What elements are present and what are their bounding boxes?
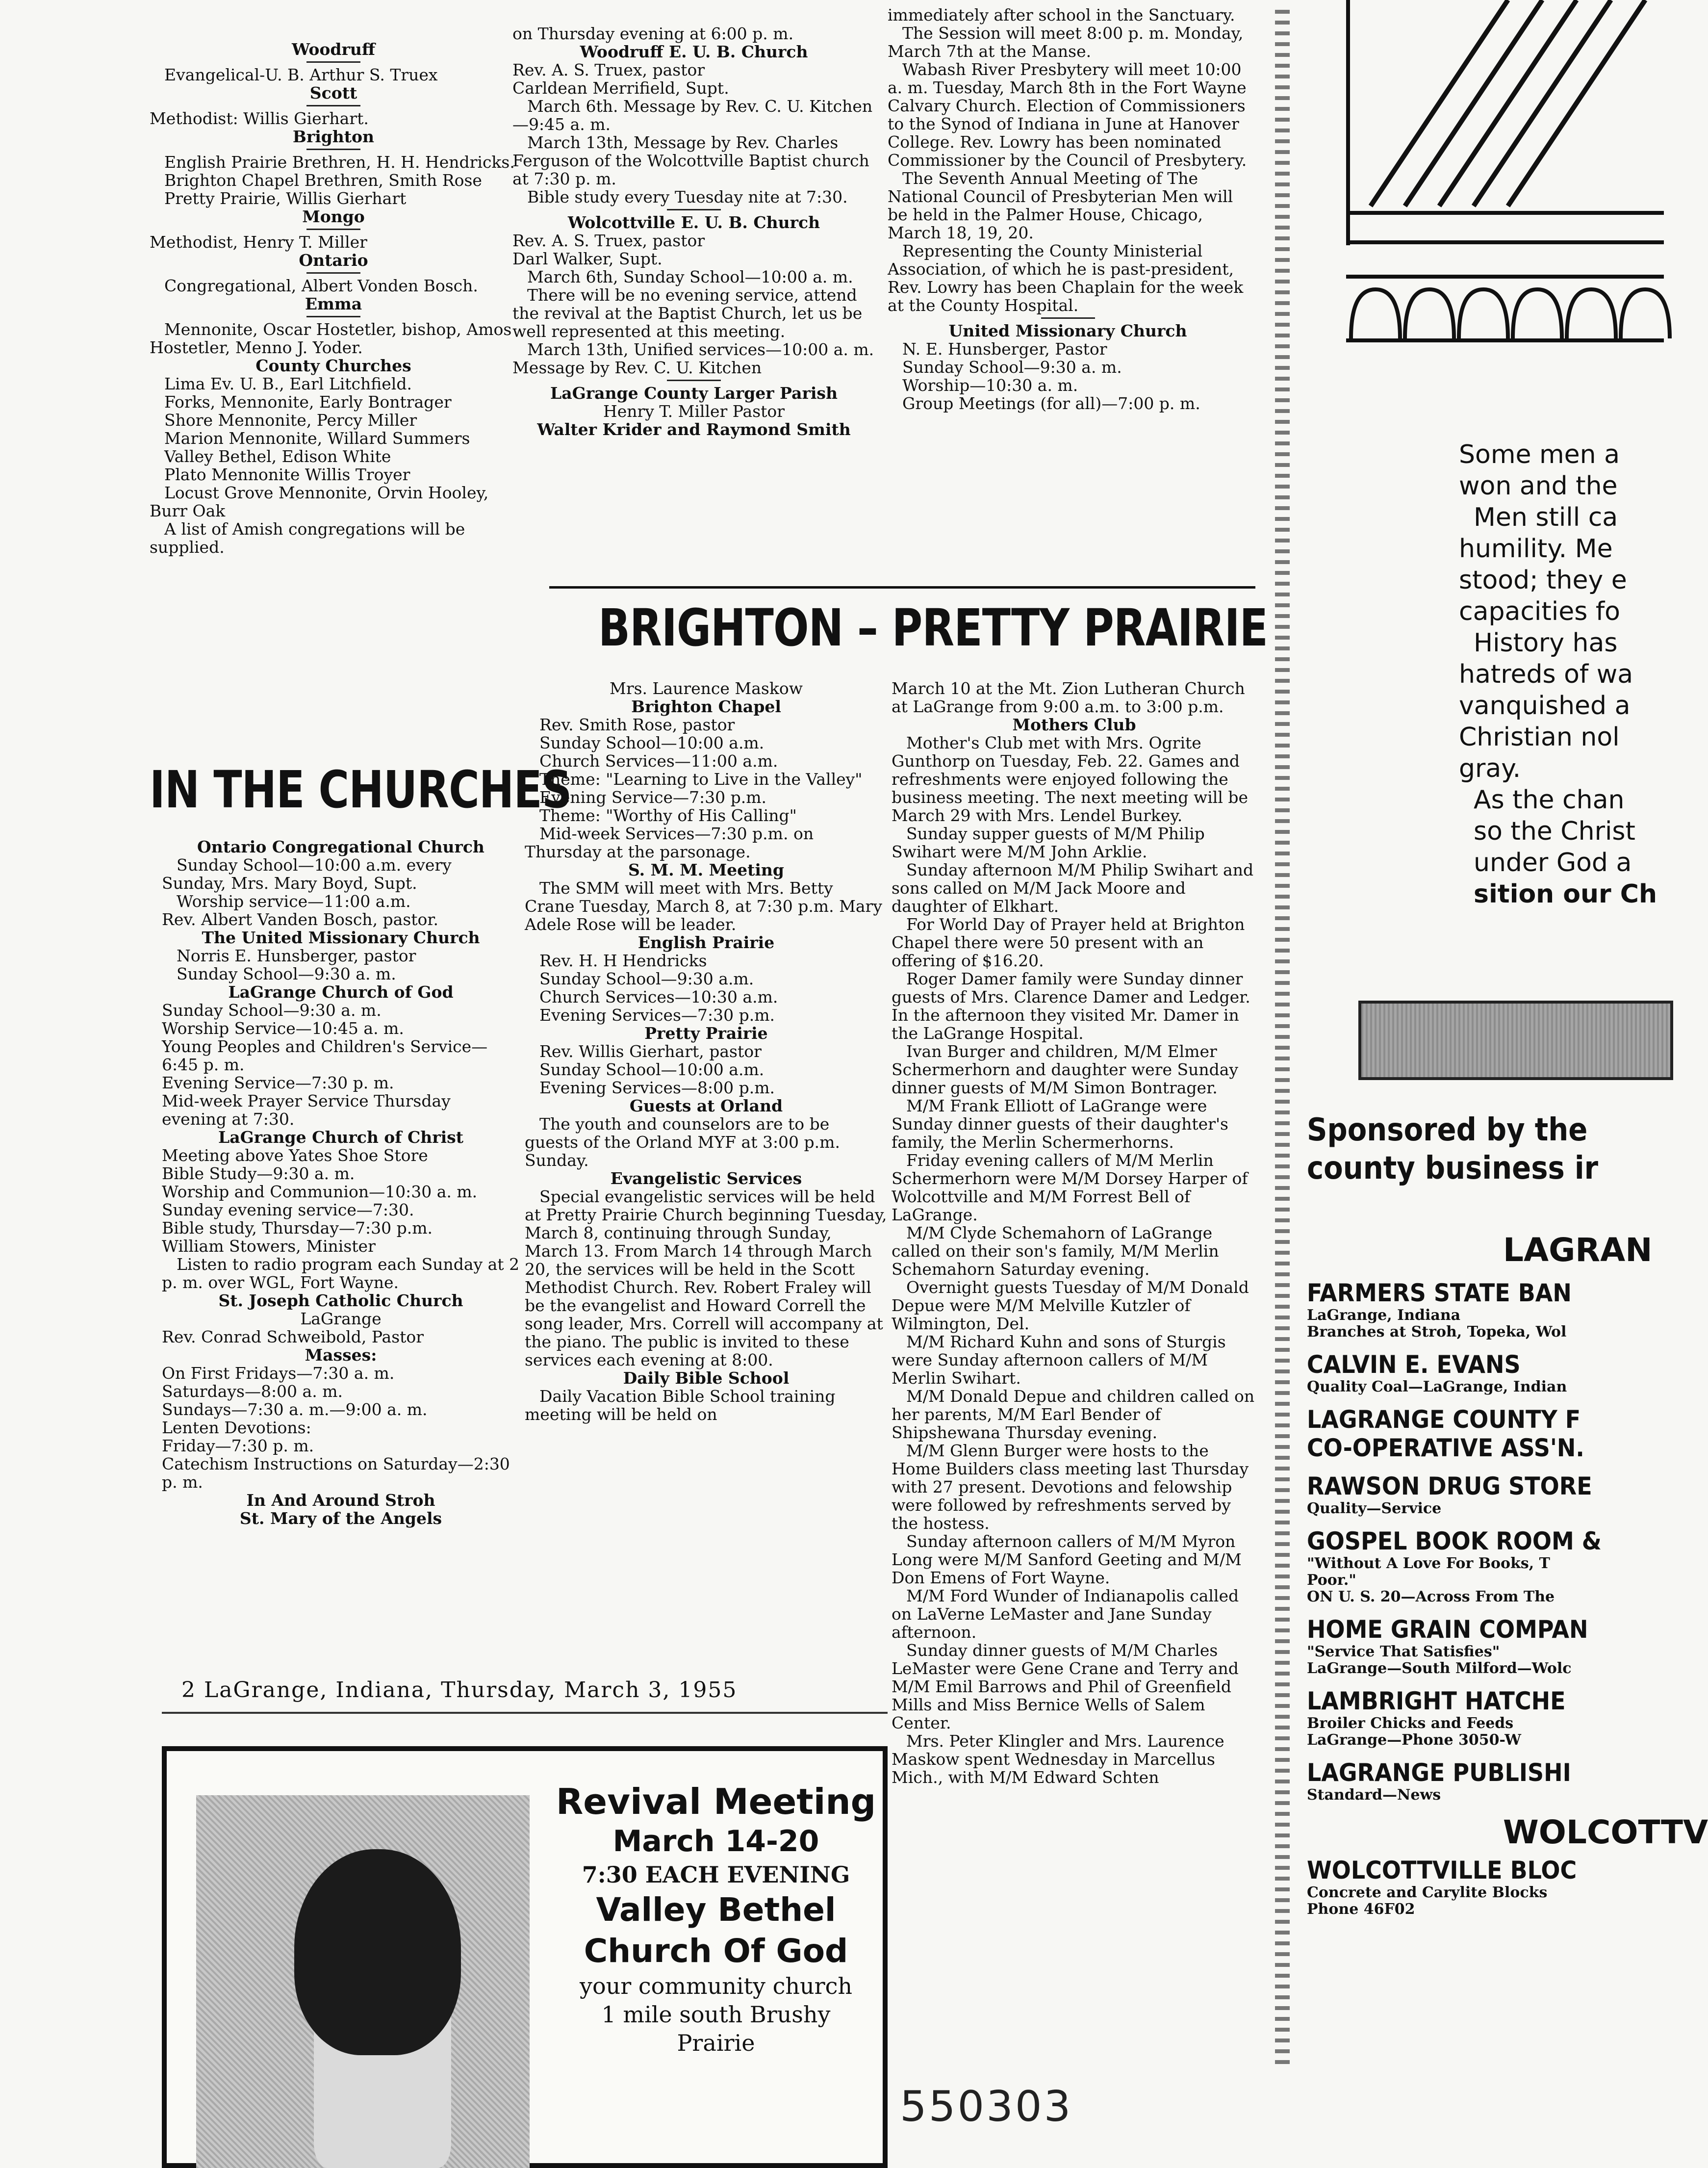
church-entry: Church Services—11:00 a.m. [539,751,778,771]
church-entry: Theme: "Learning to Live in the Valley" [539,770,863,789]
business-detail: LaGrange—South Milford—Wolc [1307,1660,1572,1677]
news-paragraph: The SMM will meet with Mrs. Betty Crane Tuesday, March 8, at 7:30 p.m. Mary Adele Rose will be leader. [525,878,882,934]
business-name: WOLCOTTVILLE BLOC [1307,1856,1577,1884]
section-heading: S. M. M. Meeting [628,860,784,879]
church-entry: Evening Services—8:00 p.m. [539,1078,775,1097]
news-paragraph: M/M Glenn Burger were hosts to the Home Builders class meeting last Thursday with 27 present. Devotions and felowship were followed by refreshments served by the hostess. [892,1441,1249,1533]
handwritten-archive-number: 550303 [900,2082,1073,2131]
church-entry: Saturdays—8:00 a. m. [162,1382,343,1401]
business-detail: Concrete and Carylite Blocks [1307,1884,1548,1901]
church-entry: March 13th, Message by Rev. Charles Ferguson of the Wolcottville Baptist church at 7:30 p. m. [512,133,869,188]
news-paragraph: M/M Clyde Schemahorn of LaGrange called on their son's family, M/M Merlin Schemahorn Saturday evening. [892,1223,1219,1279]
church-heading: The United Missionary Church [202,928,480,947]
woodruff-heading: Woodruff [292,40,375,59]
church-entry: Lenten Devotions: [162,1418,311,1437]
church-entry: Darl Walker, Supt. [512,249,663,268]
carryover-text: immediately after school in the Sanctuary. [888,5,1235,25]
church-entry: Bible study, Thursday—7:30 p.m. [162,1218,433,1238]
church-entry: Mid-week Prayer Service Thursday evening at 7:30. [162,1091,451,1129]
divider [306,61,360,63]
editorial-snippet [1459,439,1665,910]
editorial-line: Men still ca [1474,503,1618,532]
sponsor-heading [1307,1111,1598,1187]
ad-tagline: your community church [579,1973,853,1999]
church-heading: LaGrange County Larger Parish [550,384,838,403]
county-entry: Plato Mennonite Willis Troyer [164,465,410,484]
county-entry: Marion Mennonite, Willard Summers [164,429,470,448]
county-entry: Shore Mennonite, Percy Miller [164,411,417,430]
church-entry: Group Meetings (for all)—7:00 p. m. [902,394,1200,413]
business-detail: Poor." [1307,1572,1356,1589]
in-the-churches-title: IN THE CHURCHES [150,760,572,820]
editorial-line: humility. Me [1459,534,1613,564]
church-entry: Rev. Conrad Schweibold, Pastor [162,1327,424,1346]
byline: Mrs. Laurence Maskow [610,679,803,698]
church-entry: Walter Krider and Raymond Smith [537,420,851,439]
ad-dates: March 14-20 [612,1824,819,1858]
church-entry: Bible Study—9:30 a. m. [162,1164,355,1183]
business-detail: ON U. S. 20—Across From The [1307,1588,1555,1605]
ad-church-name: Church Of God [584,1932,848,1970]
brighton-column-left [525,679,888,1423]
news-paragraph: Mother's Club met with Mrs. Ogrite Gunthorp on Tuesday, Feb. 22. Games and refreshments were enjoyed following the business meeting. The next meeting will be March 29 with Mrs. Lendel Burkey. [892,733,1249,825]
county-entry: Lima Ev. U. B., Earl Litchfield. [164,374,412,393]
church-entry: Sunday School—9:30 a.m. [539,969,754,988]
news-paragraph: M/M Ford Wunder of Indianapolis called on LaVerne LeMaster and Jane Sunday afternoon. [892,1586,1239,1642]
church-entry: Catechism Instructions on Saturday—2:30 p. m. [162,1454,510,1492]
editorial-line: won and the [1459,471,1618,501]
mongo-entry: Methodist, Henry T. Miller [150,232,367,252]
business-detail: "Without A Love For Books, T [1307,1555,1550,1572]
brighton-pretty-prairie-title: BRIGHTON – PRETTY PRAIRIE [598,598,1268,658]
business-detail: Quality—Service [1307,1500,1442,1517]
divider [306,316,360,317]
carryover-text: on Thursday evening at 6:00 p. m. [512,24,794,43]
brighton-heading: Brighton [292,127,375,146]
business-detail: Standard—News [1307,1786,1441,1804]
editorial-line: under God a [1474,848,1632,878]
church-entry: Rev. A. S. Truex, pastor [512,60,705,79]
church-entry: Worship service—11:00 a.m. [177,892,411,911]
church-entry: Rev. Willis Gierhart, pastor [539,1042,762,1061]
county-entry: Forks, Mennonite, Early Bontrager [164,392,452,412]
church-entry: There will be no evening service, attend the revival at the Baptist Church, let us be well represented at this meeting. [512,285,863,341]
emma-entry: Mennonite, Oscar Hostetler, bishop, Amos Hostetler, Menno J. Yoder. [150,320,512,357]
church-entry: Evening Services—7:30 p.m. [539,1006,775,1025]
business-detail: Quality Coal—LaGrange, Indian [1307,1378,1567,1395]
church-entry: Mid-week Services—7:30 p.m. on Thursday at the parsonage. [525,824,814,861]
editorial-line: sition our Ch [1474,879,1657,909]
news-paragraph: Special evangelistic services will be held at Pretty Prairie Church beginning Tuesday, March 8, continuing through Sunday, March 13. From March 14 through March 20, the services will be held in the Scott Methodist Church. Rev. Robert Fraley will be the evangelist and Howard Correll the song leader, Mrs. Correll will accompany at the piano. The public is invited to these services each evening at 8:00. [525,1187,887,1369]
news-paragraph: Friday evening callers of M/M Merlin Schermerhorn were M/M Dorsey Harper of Wolcottville and M/M Forrest Bell of LaGrange. [892,1151,1248,1224]
news-paragraph: The Seventh Annual Meeting of The National Council of Presbyterian Men will be held in the Palmer House, Chicago, March 18, 19, 20. [888,169,1233,242]
church-entry: Henry T. Miller Pastor [603,402,785,421]
editorial-line: stood; they e [1459,566,1627,595]
divider [162,1712,888,1714]
news-paragraph: Ivan Burger and children, M/M Elmer Schermerhorn and daughter were Sunday dinner guests of M/M Simon Bontrager. [892,1042,1239,1097]
news-paragraph: For World Day of Prayer held at Brighton Chapel there were 50 present with an offering of $16.20. [892,915,1245,970]
scott-heading: Scott [309,83,357,103]
business-name: LAMBRIGHT HATCHE [1307,1687,1566,1715]
news-paragraph: Sunday afternoon callers of M/M Myron Long were M/M Sanford Geeting and M/M Don Emens of Fort Wayne. [892,1532,1242,1587]
revival-ad-text [549,1781,883,2057]
halftone-bar [1358,1001,1673,1080]
divider [1041,317,1095,319]
church-entry: Friday—7:30 p. m. [162,1436,314,1455]
church-entry: Sunday School—10:00 a.m. every Sunday, Mrs. Mary Boyd, Supt. [162,855,452,893]
church-entry: March 6th, Sunday School—10:00 a. m. [527,267,853,286]
church-entry: Norris E. Hunsberger, pastor [177,946,416,965]
church-entry: Theme: "Worthy of His Calling" [539,806,797,825]
church-heading: St. Joseph Catholic Church [218,1291,463,1310]
editorial-line: hatreds of wa [1459,660,1633,689]
business-detail: LaGrange, Indiana [1307,1307,1461,1324]
county-entry: Valley Bethel, Edison White [164,447,391,466]
ev-ub-churches [512,25,875,439]
church-entry: Evening Service—7:30 p.m. [539,788,767,807]
emma-heading: Emma [305,294,362,313]
church-entry: Rev. Albert Vanden Bosch, pastor. [162,910,439,929]
church-subheading: LaGrange [300,1309,382,1328]
news-paragraph: Daily Vacation Bible School training meeting will be held on [525,1387,836,1424]
church-entry: Sunday School—10:00 a.m. [539,733,765,752]
news-paragraph: Sunday afternoon M/M Philip Swihart and sons called on M/M Jack Moore and daughter of Elkhart. [892,860,1254,916]
editorial-line: gray. [1459,754,1521,783]
church-entry: Sunday School—9:30 a. m. [902,358,1122,377]
news-paragraph: March 10 at the Mt. Zion Lutheran Church at LaGrange from 9:00 a.m. to 3:00 p.m. [892,679,1245,716]
sponsor-list [1307,1231,1708,1918]
ad-time: 7:30 EACH EVENING [582,1861,850,1888]
church-entry: Sunday School—9:30 a. m. [162,1001,382,1020]
church-heading: Ontario Congregational Church [197,837,484,856]
in-the-churches-list [162,838,520,1527]
church-entry: Evening Service—7:30 p. m. [162,1073,394,1092]
section-heading: Mothers Club [1012,715,1136,734]
news-paragraph: Mrs. Peter Klingler and Mrs. Laurence Maskow spent Wednesday in Marcellus Mich., with M/M Edward Schten [892,1731,1224,1787]
business-name: LAGRANGE PUBLISHI [1307,1758,1571,1787]
business-name: LAGRANGE COUNTY F [1307,1405,1581,1434]
church-entry: Carldean Merrifield, Supt. [512,78,729,98]
church-entry: Sundays—7:30 a. m.—9:00 a. m. [162,1400,428,1419]
county-heading: County Churches [255,356,411,375]
church-entry: March 6th. Message by Rev. C. U. Kitchen—9:45 a. m. [512,97,873,134]
church-entry: Church Services—10:30 a.m. [539,987,778,1007]
church-entry: Rev. Smith Rose, pastor [539,715,735,734]
church-entry: Sunday School—10:00 a.m. [539,1060,765,1079]
ad-church-name: Valley Bethel [596,1891,836,1929]
county-entry: A list of Amish congregations will be supplied. [150,519,465,557]
town-heading: WOLCOTTV [1503,1813,1708,1851]
church-entry: William Stowers, Minister [162,1237,376,1256]
business-detail: "Service That Satisfies" [1307,1643,1500,1660]
church-entry: Sunday School—9:30 a. m. [177,964,396,983]
brighton-entry: English Prairie Brethren, H. H. Hendricks. [164,153,515,172]
divider [306,105,360,106]
church-entry: March 13th, Unified services—10:00 a. m. Message by Rev. C. U. Kitchen [512,340,874,377]
church-heading: English Prairie [637,933,775,952]
section-heading: Guests at Orland [629,1096,783,1115]
church-illustration [1341,0,1664,397]
church-entry: Sunday evening service—7:30. [162,1200,414,1219]
ontario-entry: Congregational, Albert Vonden Bosch. [164,276,478,295]
ad-location: Prairie [677,2030,755,2056]
business-name: CO-OPERATIVE ASS'N. [1307,1434,1584,1462]
church-entry: Worship Service—10:45 a. m. [162,1019,404,1038]
church-entry: Listen to radio program each Sunday at 2 p. m. over WGL, Fort Wayne. [162,1255,520,1292]
church-heading: United Missionary Church [948,321,1187,340]
divider [306,149,360,150]
section-heading: Evangelistic Services [610,1169,802,1188]
presbyterian-news [888,6,1248,413]
church-entry: Meeting above Yates Shoe Store [162,1146,428,1165]
church-entry: Young Peoples and Children's Service—6:45 p. m. [162,1037,488,1074]
business-detail: LaGrange—Phone 3050-W [1307,1731,1521,1749]
business-detail: Broiler Chicks and Feeds [1307,1715,1514,1732]
editorial-line: History has [1474,628,1618,658]
brighton-entry: Brighton Chapel Brethren, Smith Rose [164,171,482,190]
church-heading: LaGrange Church of Christ [218,1128,463,1147]
town-heading: LAGRAN [1503,1231,1653,1269]
church-heading: Wolcottville E. U. B. Church [567,213,820,232]
column-divider [1275,10,1290,2070]
section-heading: Daily Bible School [623,1368,790,1388]
editorial-line: Some men a [1459,440,1620,469]
section-rule [549,586,1255,589]
news-paragraph: M/M Richard Kuhn and sons of Sturgis were Sunday afternoon callers of M/M Merlin Swihart. [892,1332,1226,1388]
church-heading: LaGrange Church of God [228,982,454,1002]
ad-headline: Revival Meeting [556,1781,876,1822]
brighton-column-right [892,679,1257,1786]
news-paragraph: M/M Donald Depue and children called on her parents, M/M Earl Bender of Shipshewana Thursday evening. [892,1387,1255,1442]
news-paragraph: Overnight guests Tuesday of M/M Donald Depue were M/M Melville Kutzler of Wilmington, Del. [892,1278,1249,1333]
news-paragraph: Representing the County Ministerial Association, of which he is past-president, Rev. Lowry has been Chaplain for the week at the County Hospital. [888,241,1244,315]
editorial-line: so the Christ [1474,817,1635,846]
business-name: HOME GRAIN COMPAN [1307,1615,1588,1644]
editorial-line: vanquished a [1459,691,1631,721]
news-paragraph: M/M Frank Elliott of LaGrange were Sunday dinner guests of their daughter's family, the Merlin Schermerhorns. [892,1096,1228,1152]
page-folio: 2 LaGrange, Indiana, Thursday, March 3, 1955 [181,1678,738,1703]
church-entry: Worship—10:30 a. m. [902,376,1078,395]
editorial-line: capacities fo [1459,597,1620,626]
township-church-list [150,40,517,556]
sponsor-heading-line: county business ir [1307,1150,1598,1187]
church-entry: Bible study every Tuesday nite at 7:30. [527,187,848,206]
ad-location: 1 mile south Brushy [601,2001,831,2028]
divider [306,272,360,274]
church-entry: Rev. A. S. Truex, pastor [512,231,705,250]
editorial-line: Christian nol [1459,723,1620,752]
church-subheading: In And Around Stroh [246,1491,435,1510]
church-entry: N. E. Hunsberger, Pastor [902,339,1107,359]
county-entry: Locust Grove Mennonite, Orvin Hooley, Burr Oak [150,483,489,520]
news-paragraph: Sunday dinner guests of M/M Charles LeMaster were Gene Crane and Terry and M/M Emil Barrows and Phil of Greenfield Mills and Miss Bernice Wells of Salem Center. [892,1641,1239,1732]
church-subheading: Masses: [305,1345,377,1365]
news-paragraph: Wabash River Presbytery will meet 10:00 a. m. Tuesday, March 8th in the Fort Wayne Calvary Church. Election of Commissioners to the Synod of Indiana in June at Hanover College. Rev. Lowry has been nominated Commissioner by the Council of Presbytery. [888,60,1247,170]
business-name: FARMERS STATE BAN [1307,1279,1572,1307]
brighton-entry: Pretty Prairie, Willis Gierhart [164,189,407,208]
news-paragraph: Roger Damer family were Sunday dinner guests of Mrs. Clarence Damer and Ledger. In the afternoon they visited Mr. Damer in the LaGrange Hospital. [892,969,1250,1043]
sponsor-heading-line: Sponsored by the [1307,1112,1588,1148]
divider [306,229,360,230]
scott-entry: Methodist: Willis Gierhart. [150,109,369,128]
news-paragraph: The Session will meet 8:00 p. m. Monday, March 7th at the Manse. [888,24,1244,61]
news-paragraph: The youth and counselors are to be guests of the Orland MYF at 3:00 p.m. Sunday. [525,1114,840,1170]
business-detail: Branches at Stroh, Topeka, Wol [1307,1323,1567,1341]
mongo-heading: Mongo [302,207,365,226]
church-heading: Pretty Prairie [644,1024,768,1043]
divider [667,380,721,381]
church-entry: Worship and Communion—10:30 a. m. [162,1182,478,1201]
church-subheading: St. Mary of the Angels [239,1509,442,1528]
photo-hair [294,1849,461,2055]
business-detail: Phone 46F02 [1307,1901,1415,1918]
divider [667,209,721,210]
editorial-line: As the chan [1474,785,1625,815]
church-entry: Rev. H. H Hendricks [539,951,707,970]
church-heading: Brighton Chapel [631,697,781,716]
church-heading: Woodruff E. U. B. Church [580,42,808,61]
business-name: GOSPEL BOOK ROOM & [1307,1527,1602,1555]
woodruff-entry: Evangelical-U. B. Arthur S. Truex [164,65,438,84]
business-name: CALVIN E. EVANS [1307,1350,1521,1379]
business-name: RAWSON DRUG STORE [1307,1472,1592,1500]
ontario-heading: Ontario [299,251,368,270]
news-paragraph: Sunday supper guests of M/M Philip Swihart were M/M John Arklie. [892,824,1205,861]
church-entry: On First Fridays—7:30 a. m. [162,1364,395,1383]
